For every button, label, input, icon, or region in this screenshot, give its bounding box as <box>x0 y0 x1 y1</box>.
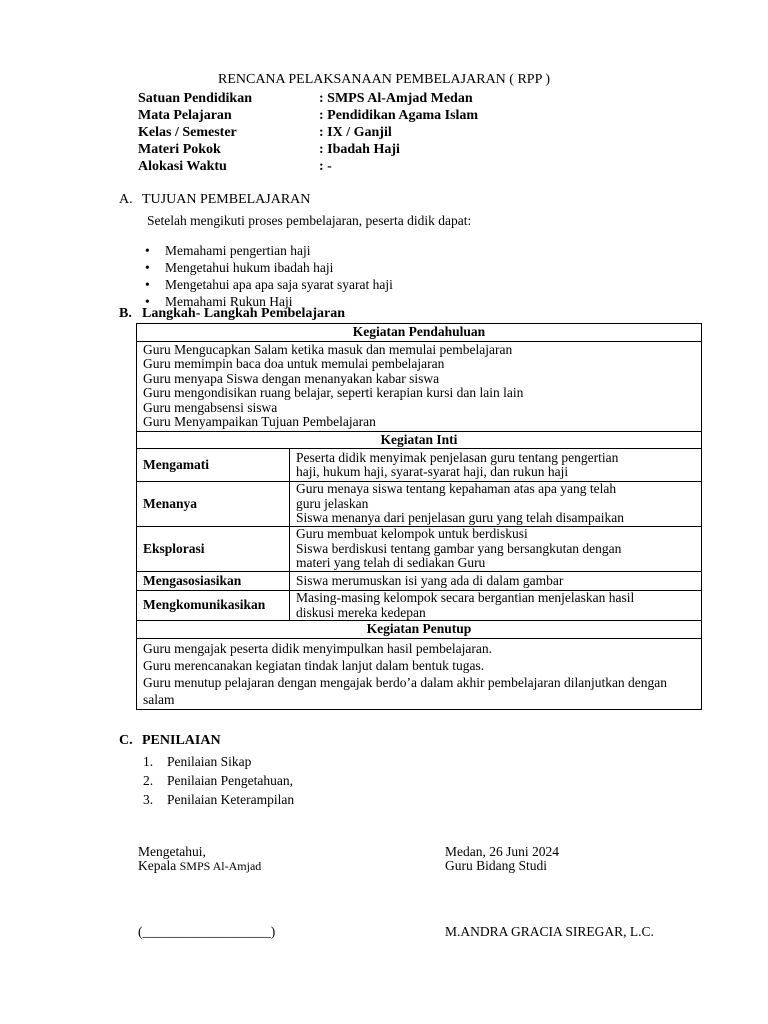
item-text: Penilaian Sikap <box>167 754 252 769</box>
description-line: Siswa berdiskusi tentang gambar yang bersangkutan dengan <box>296 540 622 556</box>
activity-description <box>290 527 702 572</box>
activity-description <box>290 591 702 621</box>
description-line: Peserta didik menyimak penjelasan guru tentang pengertian <box>296 449 619 465</box>
list-item: • Mengetahui hukum ibadah haji <box>145 259 393 276</box>
item-number: 2. <box>143 773 154 788</box>
activity-name: Mengamati <box>137 449 290 482</box>
section-a-intro: Setelah mengikuti proses pembelajaran, peserta didik dapat: <box>147 213 472 228</box>
teacher-name: M.ANDRA GRACIA SIREGAR, L.C. <box>445 924 654 939</box>
assessment-list <box>143 752 294 809</box>
activity-description <box>290 482 702 527</box>
description-line: Siswa merumuskan isi yang ada di dalam gambar <box>296 572 564 588</box>
section-number: B. <box>119 306 132 321</box>
activity-name: Mengasosiasikan <box>137 572 290 591</box>
penutup-line: Guru menutup pelajaran dengan mengajak berdo’a dalam akhir pembelajaran dilanjutkan dengan salam <box>143 674 668 707</box>
description-line: guru jelaskan <box>296 495 369 511</box>
pendahuluan-line: Guru mengondisikan ruang belajar, seperti kerapian kursi dan lain lain <box>143 385 524 400</box>
description-line: Guru membuat kelompok untuk berdiskusi <box>296 526 528 542</box>
table-row <box>137 341 702 431</box>
table-row <box>137 572 702 591</box>
section-number: A. <box>119 192 133 207</box>
identity-value: : - <box>319 159 332 174</box>
penutup-header: Kegiatan Penutup <box>137 621 702 639</box>
pendahuluan-line: Guru memimpin baca doa untuk memulai pembelajaran <box>143 356 445 371</box>
principal-word: Kepala <box>138 858 177 873</box>
activity-name: Mengkomunikasikan <box>137 591 290 621</box>
principal-title <box>138 858 261 874</box>
table-row <box>137 324 702 342</box>
teacher-title: Guru Bidang Studi <box>445 858 548 873</box>
identity-label: Mata Pelajaran <box>138 108 232 123</box>
identity-value: : SMPS Al-Amjad Medan <box>319 91 473 106</box>
identity-label: Materi Pokok <box>138 142 221 157</box>
objectives-list <box>145 242 393 310</box>
list-item: • Memahami Rukun Haji <box>145 293 393 310</box>
description-line: materi yang telah di sediakan Guru <box>296 555 486 571</box>
learning-steps-table <box>136 323 702 710</box>
school-name: SMPS Al-Amjad <box>179 859 262 873</box>
penutup-line: Guru mengajak peserta didik menyimpulkan hasil pembelajaran. <box>143 640 493 656</box>
activity-name: Eksplorasi <box>137 527 290 572</box>
section-title: PENILAIAN <box>142 733 221 748</box>
description-line: Masing-masing kelompok secara bergantian menjelaskan hasil <box>296 590 635 605</box>
table-row <box>137 527 702 572</box>
identity-label: Kelas / Semester <box>138 125 237 140</box>
pendahuluan-line: Guru Menyampaikan Tujuan Pembelajaran <box>143 414 376 429</box>
activity-name: Menanya <box>137 482 290 527</box>
table-row <box>137 482 702 527</box>
table-row <box>137 449 702 482</box>
description-line: haji, hukum haji, syarat-syarat haji, dan rukun haji <box>296 464 569 479</box>
pendahuluan-line: Guru menyapa Siswa dengan menanyakan kabar siswa <box>143 370 440 386</box>
document-title: RENCANA PELAKSANAAN PEMBELAJARAN ( RPP ) <box>217 72 550 87</box>
list-item <box>143 771 294 790</box>
section-title: TUJUAN PEMBELAJARAN <box>142 192 311 207</box>
section-title: Langkah- Langkah Pembelajaran <box>142 306 346 321</box>
pendahuluan-header: Kegiatan Pendahuluan <box>137 324 702 342</box>
penutup-line: Guru merencanakan kegiatan tindak lanjut dalam bentuk tugas. <box>143 657 485 673</box>
list-item <box>143 790 294 809</box>
description-line: Siswa menanya dari penjelasan guru yang telah disampaikan <box>296 510 625 526</box>
activity-description <box>290 449 702 482</box>
table-row <box>137 431 702 449</box>
identity-label: Satuan Pendidikan <box>138 91 252 106</box>
item-number: 1. <box>143 754 154 769</box>
item-text: Penilaian Pengetahuan, <box>167 773 293 788</box>
identity-value: : IX / Ganjil <box>319 125 392 140</box>
identity-label: Alokasi Waktu <box>138 159 227 174</box>
inti-header: Kegiatan Inti <box>137 431 702 449</box>
place-date: Medan, 26 Juni 2024 <box>445 844 559 859</box>
pendahuluan-content <box>137 341 702 431</box>
acknowledged-label: Mengetahui, <box>138 844 206 859</box>
pendahuluan-line: Guru Mengucapkan Salam ketika masuk dan memulai pembelajaran <box>143 341 513 357</box>
table-row <box>137 591 702 621</box>
principal-signature-line: (___________________) <box>138 924 276 939</box>
description-line: diskusi mereka kedepan <box>296 604 426 620</box>
table-row <box>137 621 702 639</box>
table-row <box>137 638 702 709</box>
list-item: • Mengetahui apa apa saja syarat syarat haji <box>145 276 393 293</box>
pendahuluan-line: Guru mengabsensi siswa <box>143 399 278 415</box>
identity-value: : Ibadah Haji <box>319 142 400 157</box>
activity-description <box>290 572 702 591</box>
list-item: • Memahami pengertian haji <box>145 242 393 259</box>
item-text: Penilaian Keterampilan <box>167 792 295 807</box>
section-number: C. <box>119 733 133 748</box>
item-number: 3. <box>143 792 154 807</box>
description-line: Guru menaya siswa tentang kepahaman atas apa yang telah <box>296 481 617 497</box>
list-item <box>143 752 294 771</box>
penutup-content <box>137 638 702 709</box>
identity-value: : Pendidikan Agama Islam <box>319 108 479 123</box>
